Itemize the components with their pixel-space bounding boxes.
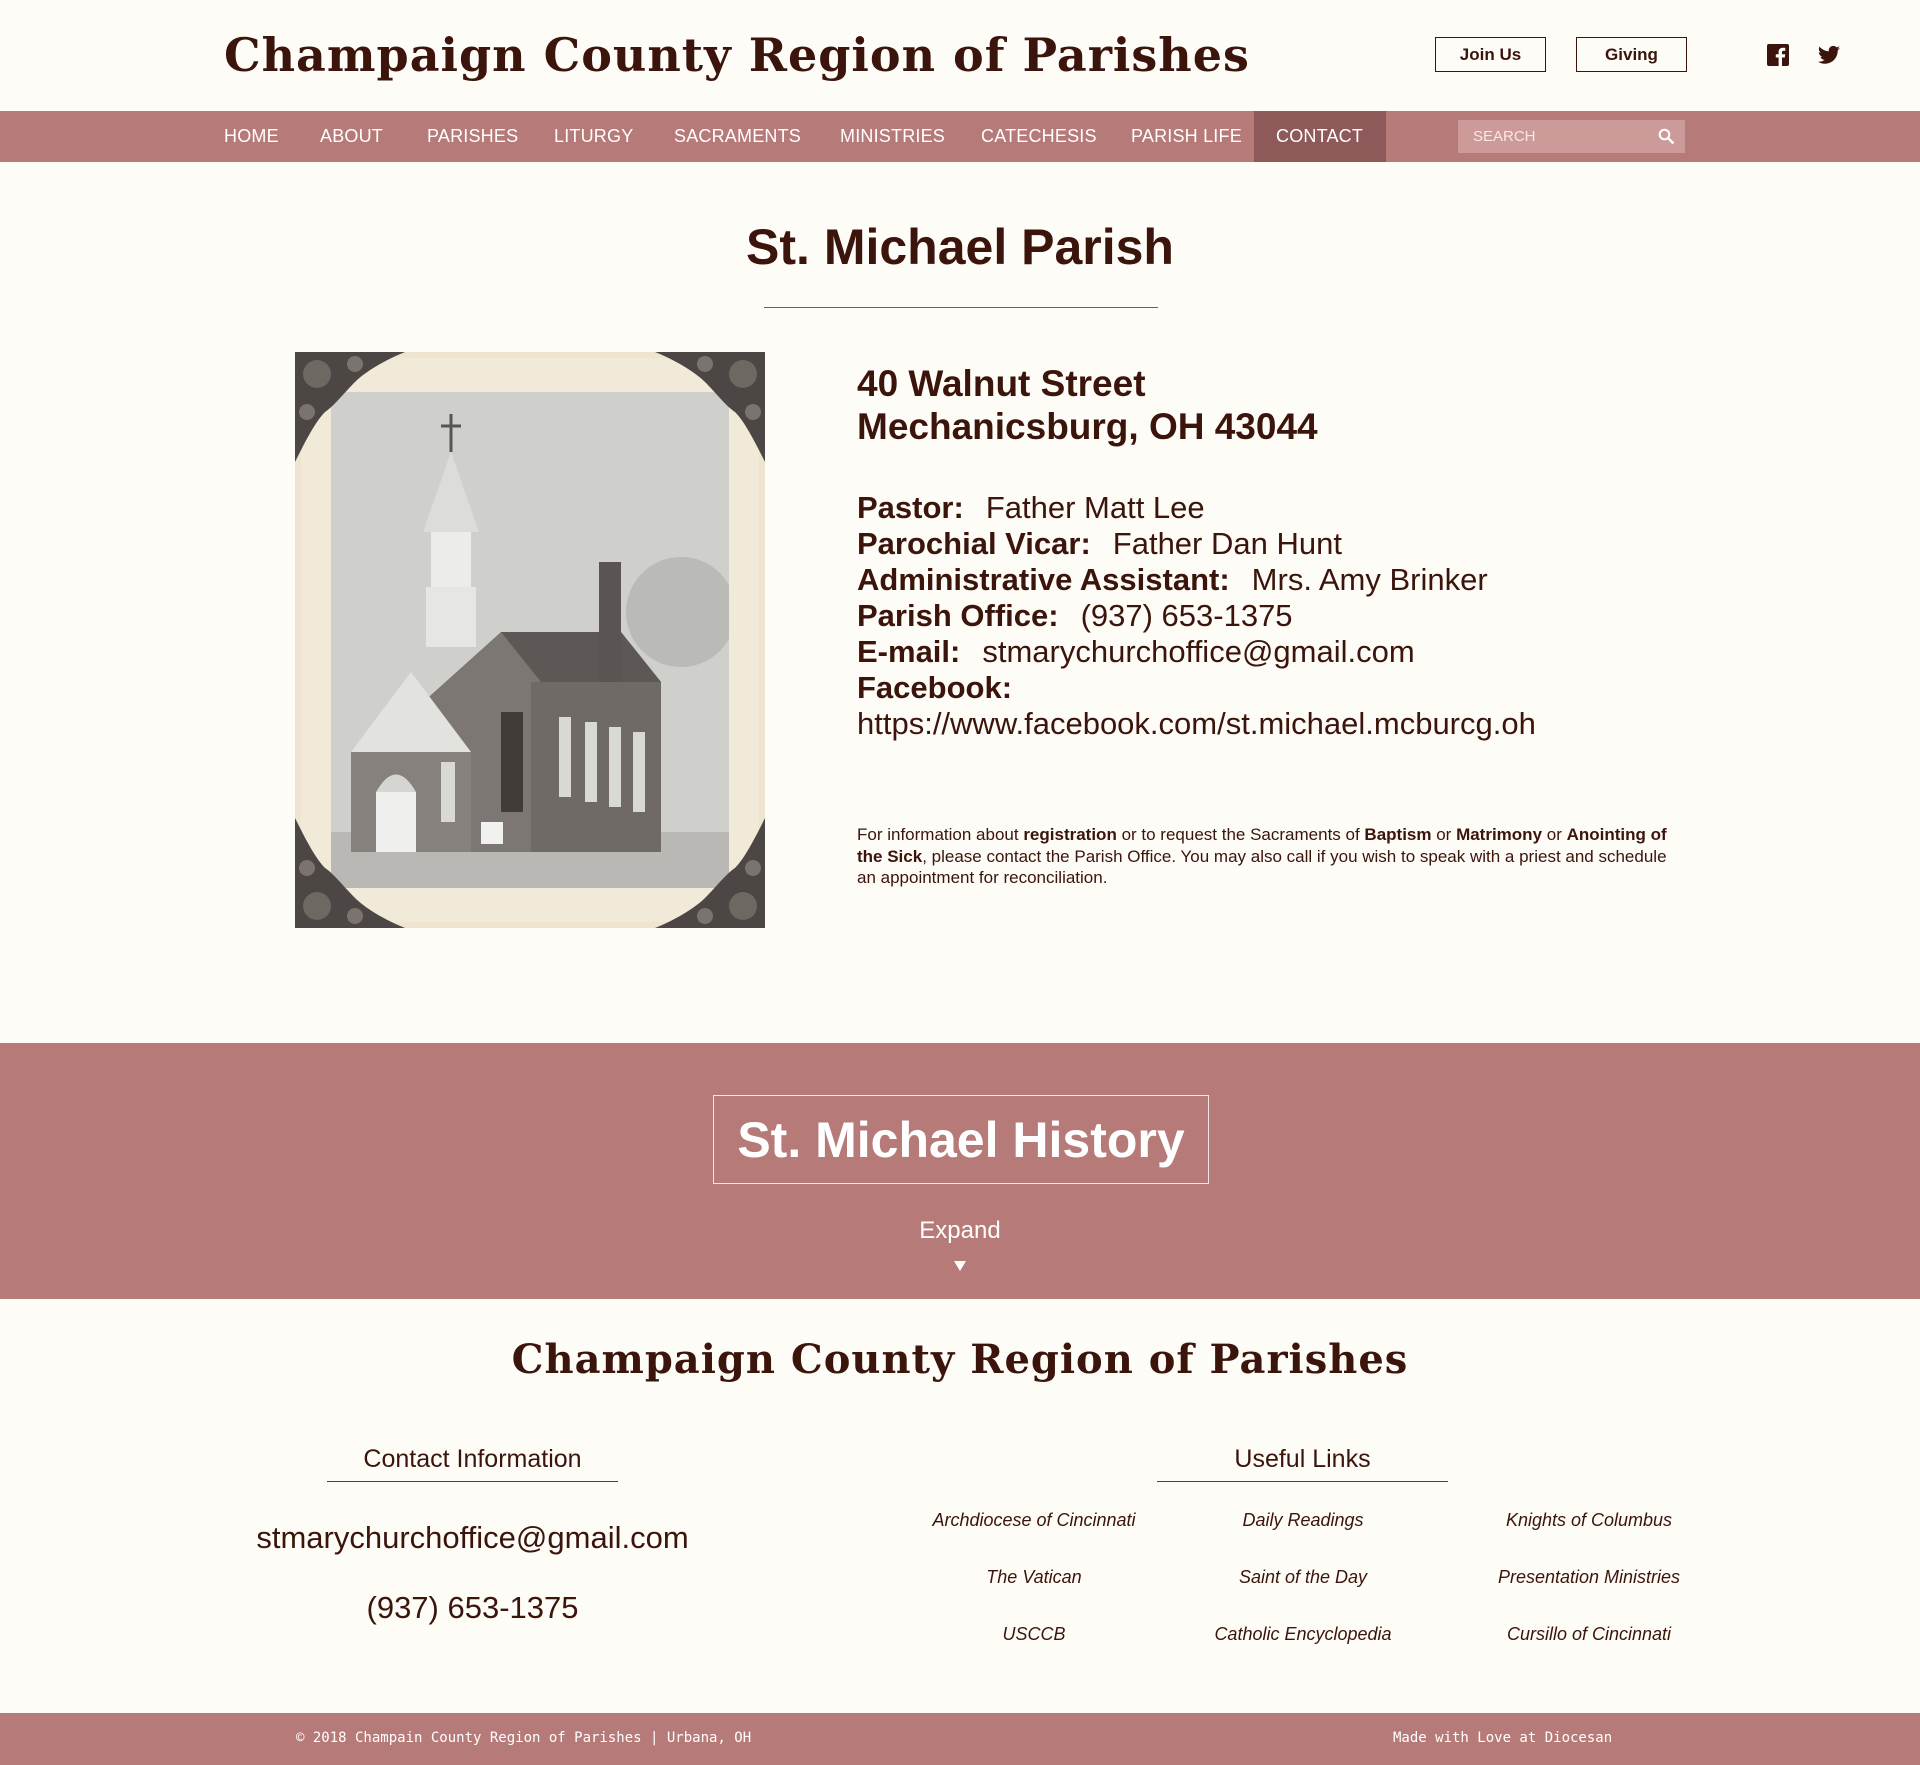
link-saint-of-the-day[interactable]: Saint of the Day xyxy=(1238,1567,1368,1587)
text-run: or xyxy=(1431,825,1457,844)
text-run-bold: Matrimony xyxy=(1456,825,1543,844)
link-cursillo[interactable]: Cursillo of Cincinnati xyxy=(1506,1624,1672,1644)
search-input[interactable] xyxy=(1458,120,1648,153)
nav-item-ministries[interactable]: MINISTRIES xyxy=(840,126,946,146)
site-header xyxy=(0,0,1920,111)
address-city: Mechanicsburg, OH 43044 xyxy=(857,406,1318,447)
info-row-assistant xyxy=(857,562,1536,598)
parish-info-list xyxy=(857,490,1536,742)
info-label: Facebook: xyxy=(857,670,1013,705)
ornament-corner-icon xyxy=(295,808,415,928)
info-value[interactable]: (937) 653-1375 xyxy=(1080,598,1293,633)
info-value: Father Matt Lee xyxy=(985,490,1205,525)
parish-address xyxy=(857,362,1318,448)
twitter-icon[interactable] xyxy=(1818,44,1840,66)
info-label: Administrative Assistant: xyxy=(857,562,1230,597)
link-usccb[interactable]: USCCB xyxy=(1002,1624,1066,1644)
section-divider xyxy=(432,1298,1487,1299)
copyright-text: © 2018 Champain County Region of Parishes | Urbana, OH xyxy=(296,1730,752,1746)
info-row-office xyxy=(857,598,1536,634)
text-run-bold: registration xyxy=(1023,825,1117,844)
address-street: 40 Walnut Street xyxy=(857,363,1146,404)
footer-email[interactable]: stmarychurchoffice@gmail.com xyxy=(256,1520,689,1555)
facebook-icon[interactable] xyxy=(1767,44,1789,66)
info-row-email xyxy=(857,634,1536,670)
info-label: Parish Office: xyxy=(857,598,1059,633)
text-run: or to request the Sacraments of xyxy=(1116,825,1365,844)
site-title[interactable]: Champaign County Region of Parishes xyxy=(224,28,1250,82)
join-us-button[interactable]: Join Us xyxy=(1435,37,1546,72)
info-value[interactable]: stmarychurchoffice@gmail.com xyxy=(982,634,1415,669)
page-title: St. Michael Parish xyxy=(746,219,1174,275)
text-run: For information about xyxy=(857,825,1024,844)
info-label: E-mail: xyxy=(857,634,961,669)
nav-item-about[interactable]: ABOUT xyxy=(320,126,384,146)
nav-item-liturgy[interactable]: LITURGY xyxy=(554,126,634,146)
main-nav xyxy=(0,111,1920,162)
search-icon[interactable] xyxy=(1658,128,1675,145)
facebook-link[interactable]: https://www.facebook.com/st.michael.mcburcg.oh xyxy=(857,706,1536,741)
triangle-down-icon[interactable] xyxy=(954,1261,966,1271)
text-run: or xyxy=(1542,825,1567,844)
link-catholic-encyclopedia[interactable]: Catholic Encyclopedia xyxy=(1214,1624,1392,1644)
church-photo-frame xyxy=(295,352,765,928)
link-knights-of-columbus[interactable]: Knights of Columbus xyxy=(1505,1510,1673,1530)
info-label: Pastor: xyxy=(857,490,964,525)
ornament-corner-icon xyxy=(645,808,765,928)
history-section xyxy=(0,1043,1920,1299)
text-run-bold: Baptism xyxy=(1364,825,1432,844)
title-divider xyxy=(764,307,1158,308)
info-value: Father Dan Hunt xyxy=(1112,526,1342,561)
text-run: , please contact the Parish Office. You may also call if you wish to speak with a priest and schedule an appointment for reconciliation. xyxy=(857,846,1667,887)
nav-item-parishes[interactable]: PARISHES xyxy=(427,126,519,146)
link-archdiocese[interactable]: Archdiocese of Cincinnati xyxy=(932,1510,1136,1530)
nav-item-sacraments[interactable]: SACRAMENTS xyxy=(674,126,802,146)
links-heading: Useful Links xyxy=(1157,1445,1448,1482)
nav-item-catechesis[interactable]: CATECHESIS xyxy=(981,126,1097,146)
link-presentation-ministries[interactable]: Presentation Ministries xyxy=(1497,1567,1681,1587)
history-title: St. Michael History xyxy=(713,1095,1209,1184)
info-label: Parochial Vicar: xyxy=(857,526,1091,561)
giving-button[interactable]: Giving xyxy=(1576,37,1687,72)
footer-title: Champaign County Region of Parishes xyxy=(511,1336,1409,1383)
link-daily-readings[interactable]: Daily Readings xyxy=(1242,1510,1364,1530)
contact-heading: Contact Information xyxy=(327,1445,618,1482)
nav-item-contact[interactable]: CONTACT xyxy=(1254,111,1386,162)
info-value: Mrs. Amy Brinker xyxy=(1251,562,1488,597)
expand-button[interactable]: Expand xyxy=(919,1217,1001,1244)
search-box xyxy=(1458,120,1685,153)
made-with-text[interactable]: Made with Love at Diocesan xyxy=(1393,1730,1613,1746)
ornament-corner-icon xyxy=(295,352,415,472)
info-row-facebook xyxy=(857,670,1536,706)
nav-item-parish-life[interactable]: PARISH LIFE xyxy=(1131,126,1242,146)
info-row-vicar xyxy=(857,526,1536,562)
sacrament-info xyxy=(857,824,1677,889)
nav-item-home[interactable]: HOME xyxy=(224,126,279,146)
info-row-pastor xyxy=(857,490,1536,526)
footer-phone[interactable]: (937) 653-1375 xyxy=(366,1590,579,1625)
text-run-bold: Anointing of the Sick xyxy=(857,825,1667,866)
link-vatican[interactable]: The Vatican xyxy=(986,1567,1082,1587)
bottom-bar xyxy=(0,1713,1920,1765)
ornament-corner-icon xyxy=(645,352,765,472)
